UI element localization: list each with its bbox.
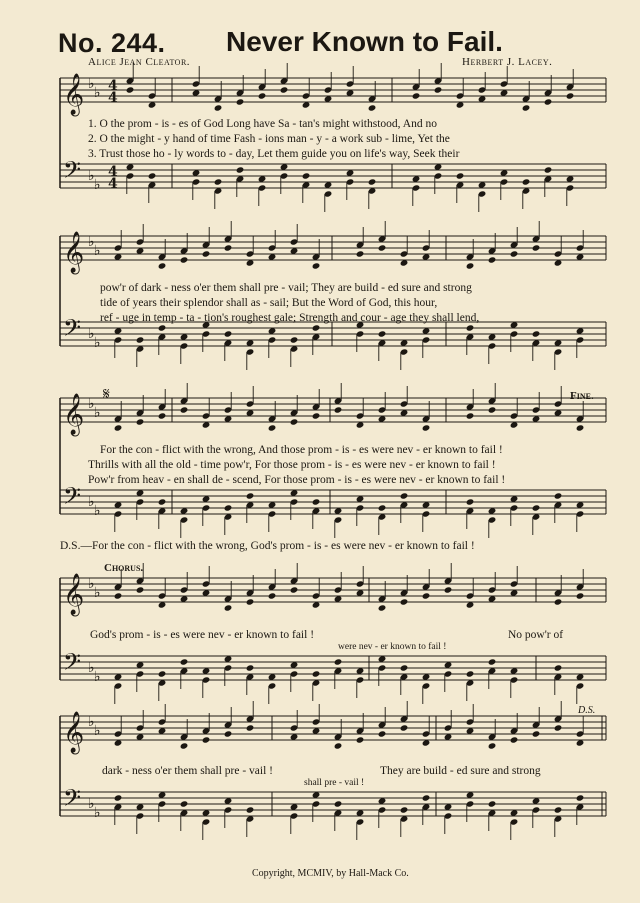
bass-clef-icon: 𝄢 [63, 156, 82, 189]
note-head [224, 504, 233, 511]
note-head [466, 262, 475, 269]
flat-icon: ♭ [94, 669, 101, 685]
hymn-number: No. 244. [58, 28, 166, 58]
note-head [246, 598, 255, 605]
note-head [554, 492, 563, 499]
note-head [576, 794, 585, 801]
note-head [158, 498, 167, 505]
note-head [488, 800, 497, 807]
bass-clef-icon: 𝄢 [63, 648, 82, 681]
note-head [488, 658, 497, 665]
ds-mark: D.S. [578, 705, 596, 716]
note-head [236, 166, 245, 173]
note-head [114, 794, 123, 801]
lyric-line: They are build - ed sure and strong [380, 765, 541, 777]
lyric-line: ref - uge in temp - ta - tion's roughest gale; Strength and cour - age they shall lend, [100, 312, 480, 324]
treble-clef-icon: 𝄞 [63, 712, 85, 753]
note-head [290, 586, 299, 593]
time-signature: 4 [108, 90, 118, 106]
lyric-line: For the con - flict with the wrong, And those prom - is - es were nev - er known to fail ! [100, 444, 503, 456]
note-head [312, 498, 321, 505]
lyric-line: Pow'r from heav - en shall de - scend, For those prom - is - es were nev - er known to fail ! [88, 474, 506, 486]
lyric-line: 2. O the might - y hand of time Fash - ions man - y - a work sub - lime, Yet the [88, 133, 450, 145]
note-head [246, 664, 255, 671]
flat-icon: ♭ [88, 494, 95, 510]
note-head [180, 800, 189, 807]
note-head [246, 492, 255, 499]
note-head [180, 658, 189, 665]
note-head [334, 658, 343, 665]
note-head [510, 736, 519, 743]
time-signature: 4 [108, 176, 118, 192]
ds-lyric-line: D.S.—For the con - flict with the wrong, God's prom - is - es were nev - er known to fail ! [60, 540, 475, 552]
note-head [532, 330, 541, 337]
hymn-title: Never Known to Fail. [226, 26, 503, 57]
flat-icon: ♭ [88, 576, 95, 592]
lyric-line: pow'r of dark - ness o'er them shall pre - vail; They are build - ed sure and strong [100, 282, 472, 294]
note-head [554, 724, 563, 731]
note-head [126, 86, 135, 93]
flat-icon: ♭ [88, 234, 95, 250]
flat-icon: ♭ [88, 396, 95, 412]
flat-icon: ♭ [94, 405, 101, 421]
note-head [334, 800, 343, 807]
note-head [268, 592, 277, 599]
lyric-line: 3. Trust those ho - ly words to - day, Let them guide you on life's way, Seek their [88, 148, 460, 160]
copyright-notice: Copyright, MCMIV, by Hall-Mack Co. [252, 868, 409, 879]
note-head [532, 504, 541, 511]
note-head [334, 742, 343, 749]
note-head [280, 86, 289, 93]
lyric-line: God's prom - is - es were nev - er known to fail ! [90, 629, 315, 641]
flat-icon: ♭ [88, 660, 95, 676]
note-head [378, 604, 387, 611]
note-head [334, 406, 343, 413]
note-head [214, 178, 223, 185]
note-head [180, 742, 189, 749]
note-head [136, 336, 145, 343]
note-head [312, 670, 321, 677]
note-head [114, 424, 123, 431]
note-head [400, 664, 409, 671]
fine-mark: Fine. [570, 390, 594, 402]
lyric-line: 1. O the prom - is - es of God Long have Sa - tan's might withstood, And no [88, 118, 437, 130]
flat-icon: ♭ [88, 168, 95, 184]
note-head [422, 592, 431, 599]
note-head [180, 256, 189, 263]
note-head [532, 730, 541, 737]
note-head [158, 412, 167, 419]
note-head [378, 730, 387, 737]
note-head [554, 806, 563, 813]
lyric-line: Thrills with all the old - time pow'r, For those prom - is - es were nev - er known to fail ! [88, 459, 496, 471]
lyric-line: tide of years their splendor shall as - sail; But the Word of God, this hour, [100, 297, 438, 309]
note-head [456, 172, 465, 179]
flat-icon: ♭ [94, 585, 101, 601]
flat-icon: ♭ [94, 243, 101, 259]
composer-credit: Herbert J. Lacey. [462, 56, 553, 68]
flat-icon: ♭ [88, 714, 95, 730]
alto-lyric-line: were nev - er known to fail ! [338, 642, 447, 652]
note-head [136, 586, 145, 593]
note-head [554, 598, 563, 605]
segno-mark: 𝄋 [103, 386, 110, 403]
time-signature: 4 [108, 164, 118, 180]
treble-clef-icon: 𝄞 [63, 232, 85, 273]
note-head [312, 412, 321, 419]
note-head [368, 178, 377, 185]
note-head [224, 604, 233, 611]
flat-icon: ♭ [94, 177, 101, 193]
note-head [136, 418, 145, 425]
note-head [290, 336, 299, 343]
note-head [444, 586, 453, 593]
note-head [312, 324, 321, 331]
note-head [378, 330, 387, 337]
note-head [466, 412, 475, 419]
note-head [544, 98, 553, 105]
note-head [566, 92, 575, 99]
note-head [422, 424, 431, 431]
note-head [312, 262, 321, 269]
flat-icon: ♭ [94, 335, 101, 351]
note-head [258, 92, 267, 99]
note-head [158, 324, 167, 331]
note-head [544, 166, 553, 173]
note-head [510, 250, 519, 257]
note-head [148, 172, 157, 179]
note-head [368, 104, 377, 111]
note-head [356, 736, 365, 743]
note-head [224, 730, 233, 737]
note-head [246, 806, 255, 813]
note-head [488, 406, 497, 413]
lyric-line: dark - ness o'er them shall pre - vail ! [102, 765, 274, 777]
note-head [180, 406, 189, 413]
note-head [224, 244, 233, 251]
note-head [158, 670, 167, 677]
note-head [246, 724, 255, 731]
bass-clef-icon: 𝄢 [63, 314, 82, 347]
note-head [576, 424, 585, 431]
note-head [378, 244, 387, 251]
note-head [466, 498, 475, 505]
note-head [214, 104, 223, 111]
note-head [434, 86, 443, 93]
flat-icon: ♭ [94, 723, 101, 739]
note-head [158, 262, 167, 269]
bass-clef-icon: 𝄢 [63, 482, 82, 515]
flat-icon: ♭ [88, 326, 95, 342]
note-head [268, 424, 277, 431]
note-head [400, 598, 409, 605]
note-head [202, 250, 211, 257]
note-head [236, 98, 245, 105]
time-signature: 4 [108, 78, 118, 94]
flat-icon: ♭ [94, 85, 101, 101]
note-head [412, 92, 421, 99]
note-head [290, 418, 299, 425]
note-head [114, 592, 123, 599]
note-head [202, 736, 211, 743]
treble-clef-icon: 𝄞 [63, 74, 85, 115]
note-head [422, 794, 431, 801]
chorus-label: Chorus. [104, 562, 144, 574]
note-head [522, 178, 531, 185]
note-head [488, 742, 497, 749]
note-head [576, 592, 585, 599]
note-head [554, 664, 563, 671]
note-head [532, 244, 541, 251]
treble-clef-icon: 𝄞 [63, 394, 85, 435]
note-head [400, 724, 409, 731]
note-head [356, 250, 365, 257]
flat-icon: ♭ [94, 503, 101, 519]
note-head [466, 324, 475, 331]
note-head [400, 806, 409, 813]
bass-clef-icon: 𝄢 [63, 784, 82, 817]
flat-icon: ♭ [88, 796, 95, 812]
note-head [224, 330, 233, 337]
note-head [400, 492, 409, 499]
alto-lyric-line: shall pre - vail ! [304, 778, 365, 788]
note-head [378, 504, 387, 511]
lyricist-credit: Alice Jean Cleator. [88, 56, 191, 68]
note-head [302, 172, 311, 179]
note-head [466, 670, 475, 677]
note-head [522, 104, 531, 111]
note-head [488, 256, 497, 263]
flat-icon: ♭ [88, 76, 95, 92]
treble-clef-icon: 𝄞 [63, 574, 85, 615]
flat-icon: ♭ [94, 805, 101, 821]
lyric-line: No pow'r of [508, 629, 564, 641]
